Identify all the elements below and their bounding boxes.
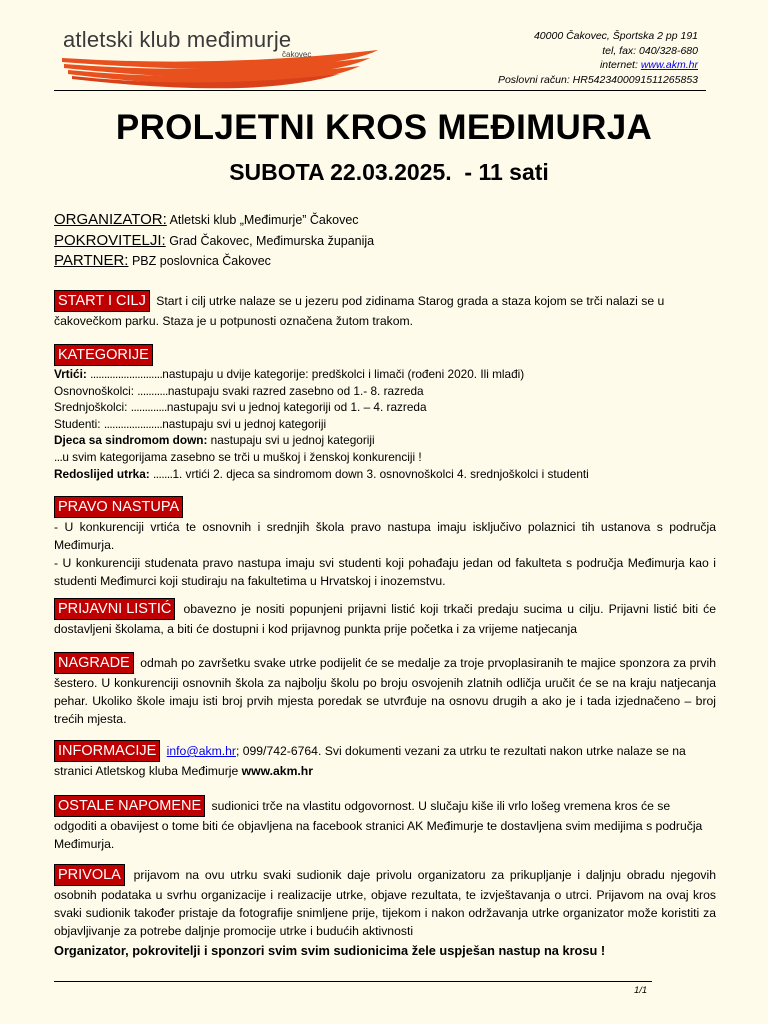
eligibility-paragraph-2: - U konkurenciji studenata pravo nastupa imaju svi studenti koji pohađaju jedan od fakulteta s područja Međimurja kao i studenti Međimurci koji studiraju na fakultetima u Hrvatskoj i inozemstvu. (54, 556, 716, 588)
category-row (54, 366, 716, 383)
category-dots: ... (54, 449, 63, 464)
section-eligibility (54, 496, 716, 590)
category-text: nastupaju u dvije kategorije: predškolci i limači (rođeni 2020. Ili mlađi) (162, 367, 525, 381)
club-logo (60, 22, 390, 90)
category-text: nastupaju svi u jednoj kategoriji (210, 433, 375, 448)
registration-text: obavezno je nositi popunjeni prijavni listić koji trkači predaju sucima u cilju. Prijavni listić biti će dostavljeni školama, a biti će dostupni i kod prijavnog punkta prije početka i za vrijeme natjecanja (54, 602, 717, 636)
categories-list (54, 366, 716, 482)
category-key: Vrtići: (54, 367, 91, 381)
section-start (54, 290, 716, 330)
eligibility-label: PRAVO NASTUPA (54, 496, 183, 518)
partner-value: PBZ poslovnica Čakovec (131, 254, 271, 268)
info-label: INFORMACIJE (54, 740, 160, 762)
address: 40000 Čakovec, Športska 2 pp 191 (533, 30, 698, 42)
category-text: 1. vrtići 2. djeca sa sindromom down 3. osnovnoškolci 4. srednjoškolci i studenti (172, 466, 589, 481)
email-link[interactable]: info@akm.hr (166, 744, 236, 758)
page-title: PROLJETNI KROS MEĐIMURJA (115, 108, 653, 147)
page-number: 1/1 (634, 985, 648, 996)
organizer-value: Atletski klub „Međimurje” Čakovec (169, 213, 359, 227)
organizer-key: ORGANIZATOR: (54, 211, 167, 228)
category-row (54, 449, 716, 466)
section-awards (54, 652, 716, 728)
sponsor-value: Grad Čakovec, Međimurska županija (169, 233, 375, 248)
internet-label: internet: (599, 59, 638, 71)
info-text: ; 099/742-6764. Svi dokumenti vezani za utrku te rezultati nakon utrke nalaze se na stranici Atletskog kluba Međimurje (54, 744, 686, 778)
categories-label: KATEGORIJE (54, 344, 153, 366)
category-dots: .......................... (90, 367, 163, 381)
section-consent (54, 864, 716, 940)
start-label: START I CILJ (54, 290, 150, 312)
logo-text: atletski klub međimurje (63, 27, 292, 52)
category-row (54, 416, 716, 433)
category-key: Osnovnoškolci: (54, 383, 138, 398)
bank-account: Poslovni račun: HR5423400091511265853 (497, 73, 698, 86)
section-info (54, 740, 716, 780)
section-categories (54, 344, 716, 482)
section-notes (54, 795, 716, 853)
organizers-block (54, 210, 374, 272)
partner-key: PARTNER: (54, 252, 129, 269)
closing-message: Organizator, pokrovitelji i sponzori svim svim sudionicima žele uspješan nastup na krosu ! (54, 943, 606, 958)
category-dots: ..................... (103, 416, 163, 431)
organizer-row (54, 210, 374, 231)
category-text: u svim kategorijama zasebno se trči u muškoj i ženskoj konkurenciji ! (62, 449, 422, 464)
footer-divider (54, 981, 652, 982)
notes-label: OSTALE NAPOMENE (54, 795, 205, 817)
awards-label: NAGRADE (54, 652, 134, 674)
start-text: Start i cilj utrke nalaze se u jezeru pod zidinama Starog grada a staza kojom se trči nalazi se u čakovečkom parku. Staza je u potpunosti označena žutom trakom. (54, 294, 665, 328)
category-row (54, 399, 716, 416)
section-registration (54, 598, 716, 638)
letterhead (0, 0, 768, 95)
sponsor-row (54, 231, 374, 252)
logo-city: čakovec (282, 50, 312, 59)
category-row (54, 383, 716, 400)
consent-label: PRIVOLA (54, 864, 125, 886)
category-key: Srednjoškolci: (54, 400, 131, 415)
sponsor-key: POKROVITELJI: (54, 231, 166, 249)
consent-text: prijavom na ovu utrku svaki sudionik daje privolu organizatoru za prikupljanje i daljnju obradu njegovih osobnih podataka u svrhu organizacije i realizacije utrke, objave rezultata, te izvještavanja o utrci. Prijavom na ovaj kros svaki sudionik također pristaje da fotografije snimljene prije, tijekom i nakon održavanja utrke organizator može koristiti za objavljivanje za potrebe daljnje promocije utrke i budućih aktivnosti (54, 868, 716, 938)
awards-text: odmah po završetku svake utrke podijelit će se medalje za troje prvoplasiranih te majice sponzora za prvih šestero. U konkurenciji osnovnih škola za najbolju školu po broju osvojenih zlatnih odličja uručit će se na kraju natjecanja pehar. Ukoliko škole imaju isti broj prvih mjesta poredak se utvrđuje na osnovu drugih a ako je i tada izjednačeno – broj trećih mjesta. (54, 656, 716, 726)
category-text: nastupaju svi u jednoj kategoriji od 1. – 4. razreda (166, 400, 427, 415)
event-date: SUBOTA 22.03.2025. - 11 sati (229, 159, 549, 185)
registration-label: PRIJAVNI LISTIĆ (54, 598, 175, 620)
contact-block (498, 29, 698, 87)
category-row (54, 432, 716, 449)
category-dots: ............. (130, 400, 167, 415)
category-key: Redoslijed utrka: (54, 466, 153, 481)
partner-row (54, 251, 374, 272)
category-key: Studenti: (54, 416, 104, 431)
category-text: nastupaju svaki razred zasebno od 1.- 8. razreda (167, 383, 424, 398)
phone: tel, fax: 040/328-680 (602, 44, 698, 57)
info-site: www.akm.hr (241, 764, 313, 778)
internet-line (498, 58, 698, 73)
header-divider (54, 90, 706, 91)
category-dots: ....... (152, 466, 173, 481)
category-key: Djeca sa sindromom down: (54, 433, 211, 448)
website-link[interactable]: www.akm.hr (640, 59, 698, 71)
category-row (54, 466, 716, 483)
category-text: nastupaju svi u jednoj kategoriji (162, 416, 327, 431)
category-dots: ........... (137, 383, 168, 398)
eligibility-paragraph-1: - U konkurenciji vrtića te osnovnih i srednjih škola pravo nastupa imaju isključivo polaznici tih ustanova s područja Međimurja. (54, 520, 716, 552)
notes-text: sudionici trče na vlastitu odgovornost. U slučaju kiše ili vrlo lošeg vremena kros će se odgoditi a obavijest o tome biti će objavljena na facebook stranici AK Međimurje te dostavljena svim medijima s područja Međimurja. (54, 799, 703, 851)
